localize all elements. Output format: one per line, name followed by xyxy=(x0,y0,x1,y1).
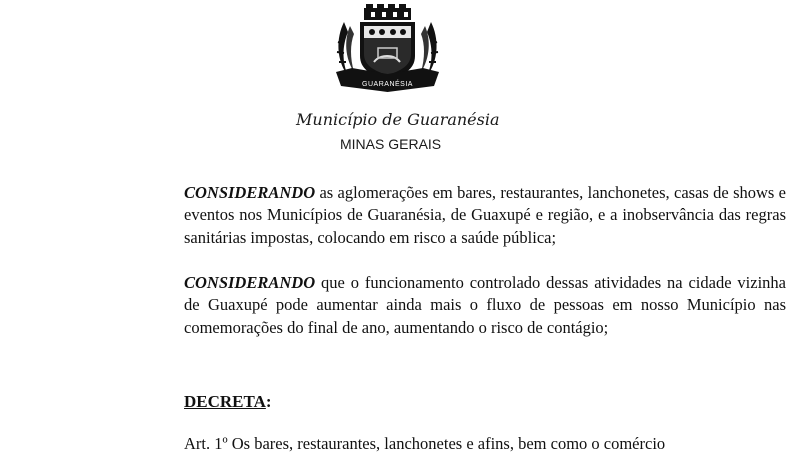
municipality-name: Município de Guaranésia xyxy=(296,110,500,129)
decreta-suffix: : xyxy=(265,392,272,411)
state-name: MINAS GERAIS xyxy=(340,136,442,152)
considerando-paragraph-1 xyxy=(184,182,786,249)
considerando-keyword: CONSIDERANDO xyxy=(184,183,316,202)
coat-of-arms-icon xyxy=(330,2,445,94)
crest-ribbon-label: GUARANÉSIA xyxy=(362,81,413,88)
decreta-heading xyxy=(184,392,272,412)
article-1-partial: Art. 1º Os bares, restaurantes, lanchonetes e afins, bem como o comércio xyxy=(184,434,666,453)
paragraph-text: que o funcionamento controlado dessas atividades na cidade vizinha de Guaxupé pode aumentar ainda mais o fluxo de pessoas em nosso Município nas comemorações do final de ano, aumentando o risco de contágio; xyxy=(184,273,786,337)
considerando-keyword: CONSIDERANDO xyxy=(184,273,316,292)
considerando-paragraph-2 xyxy=(184,272,786,339)
paragraph-text: as aglomerações em bares, restaurantes, lanchonetes, casas de shows e eventos nos Municípios de Guaranésia, de Guaxupé e região, e a inobservância das regras sanitárias impostas, colocando em risco a saúde pública; xyxy=(184,183,786,247)
decreta-label: DECRETA xyxy=(184,392,266,411)
municipal-coat-of-arms xyxy=(330,2,445,94)
